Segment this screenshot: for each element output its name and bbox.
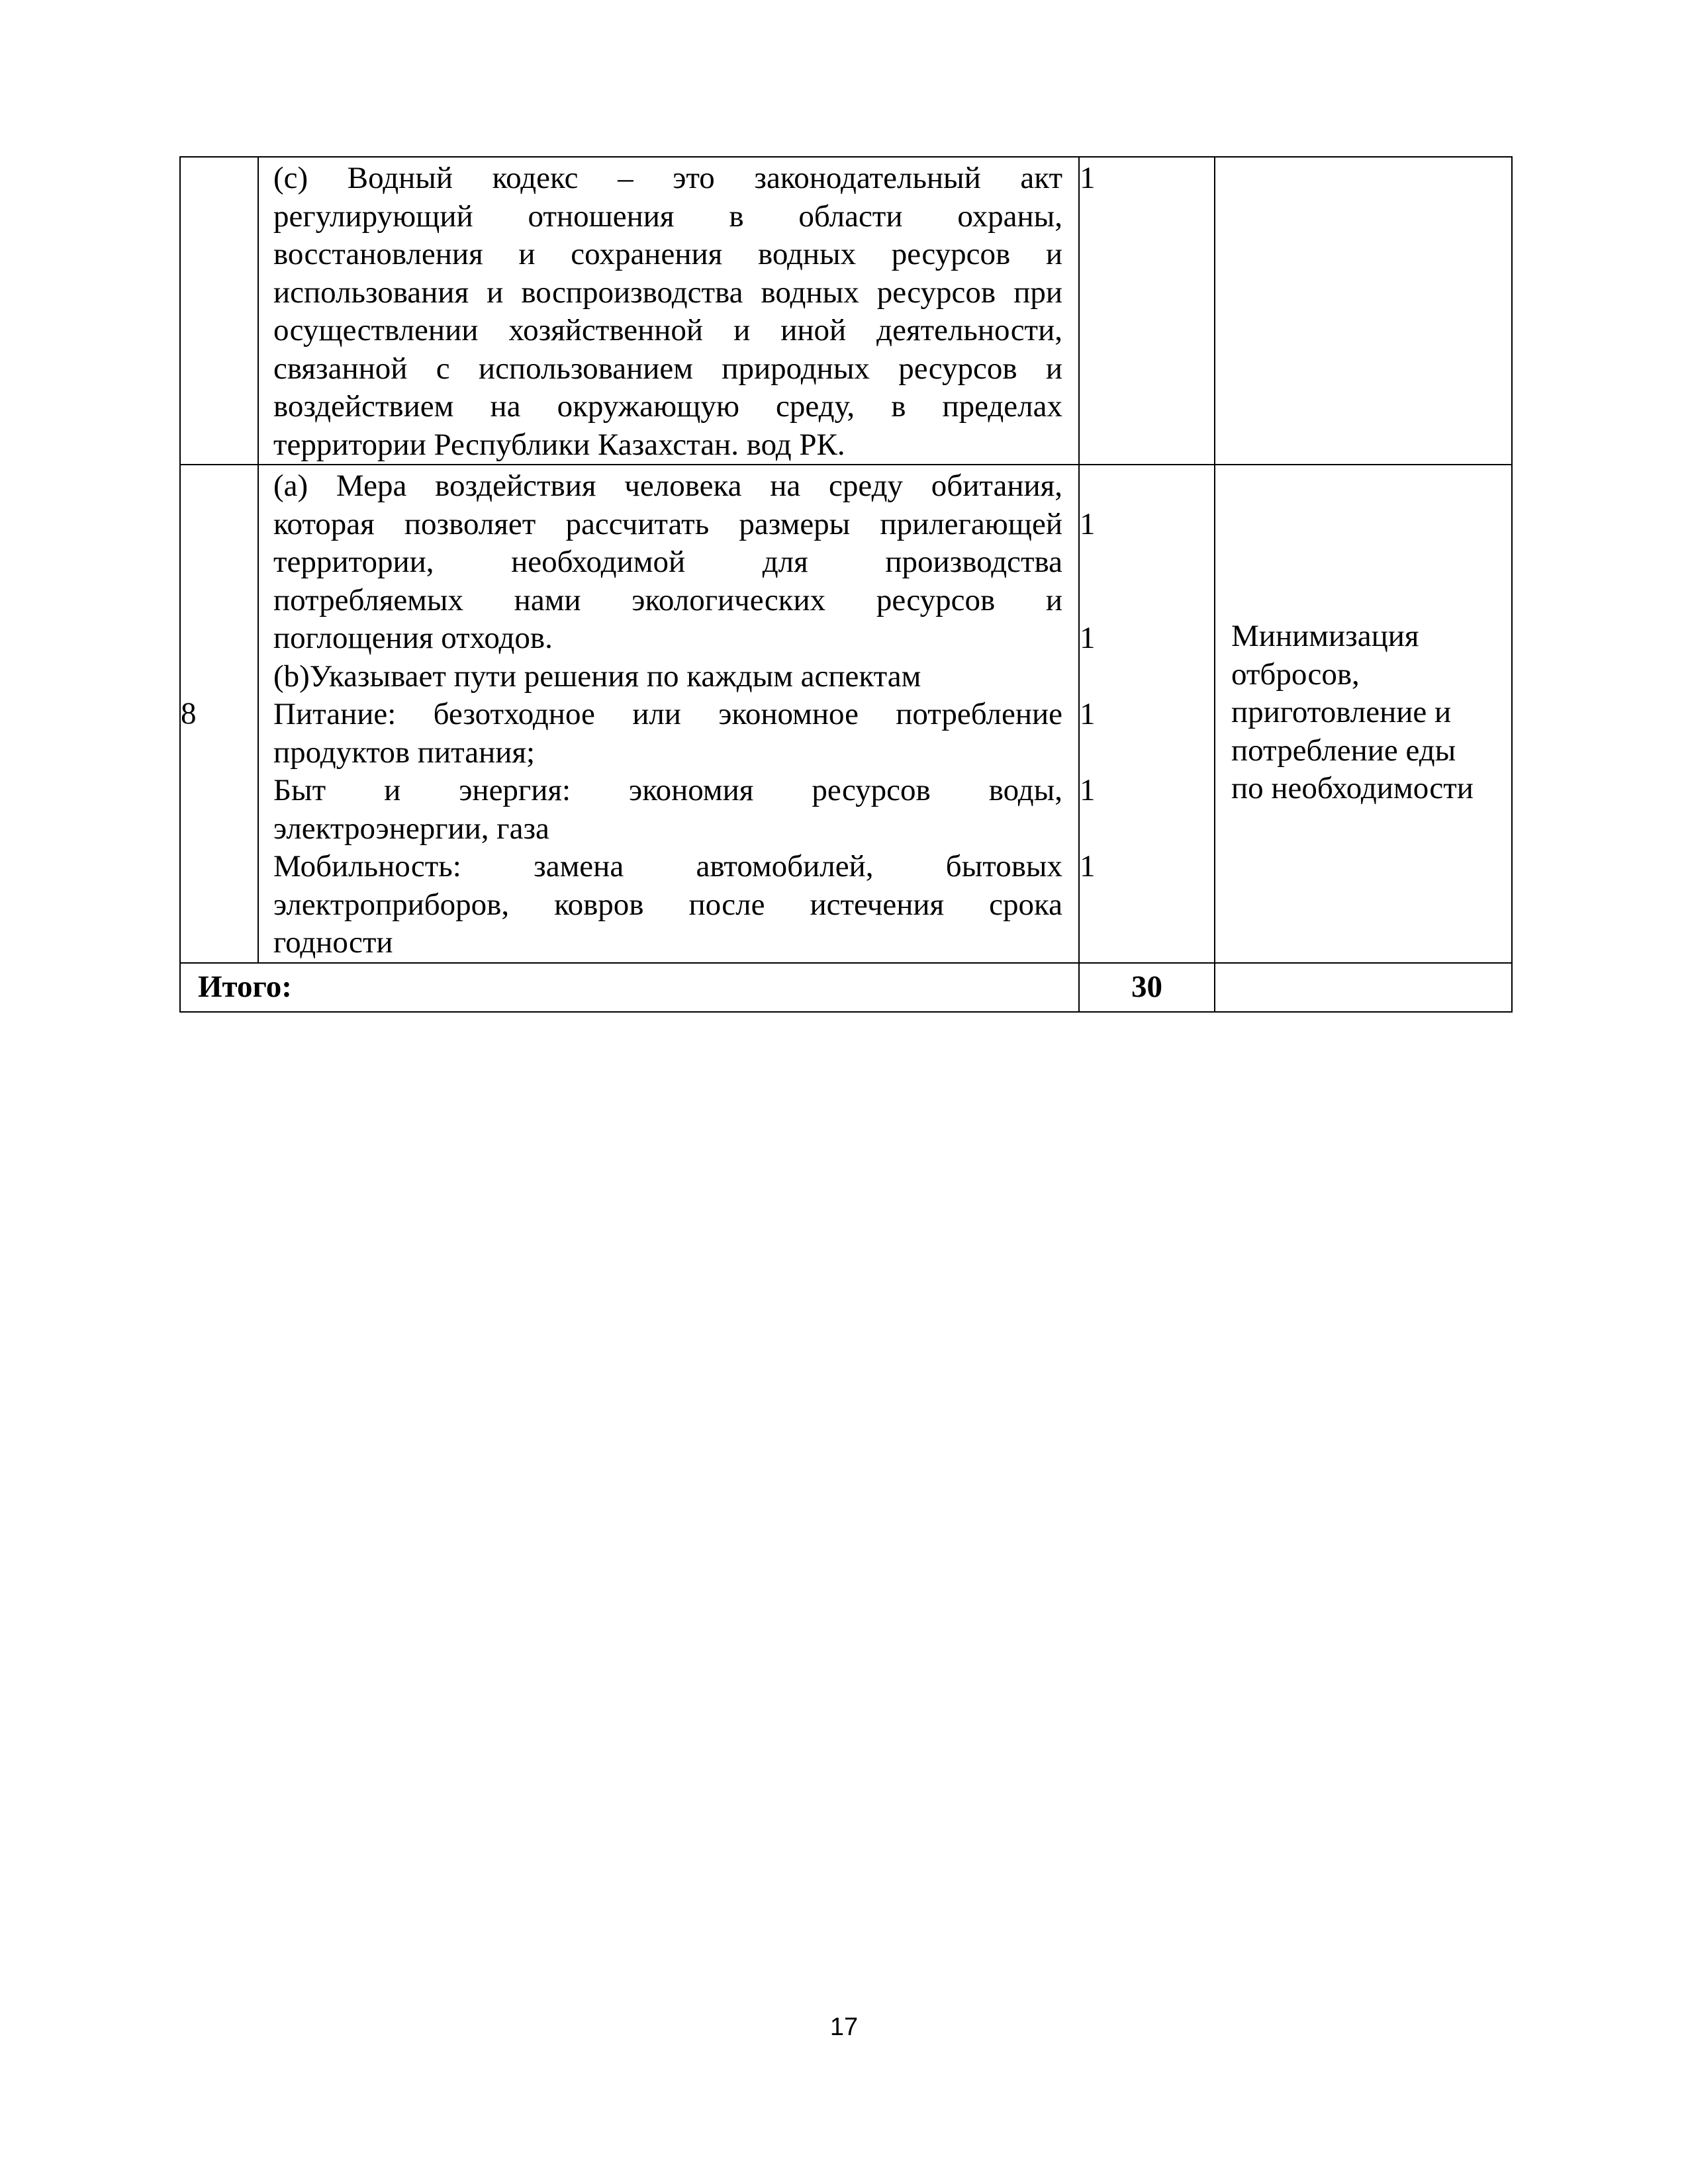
answer-line: (b)Указывает пути решения по каждым аспектам [273, 659, 921, 694]
note-line [1231, 504, 1503, 542]
note-line: приготовление и [1231, 695, 1452, 729]
question-number-cell: 8 [180, 465, 258, 963]
note-line [1231, 541, 1503, 580]
note-line [1231, 465, 1503, 504]
answer-line: Быт и энергия: экономия ресурсов воды, [273, 773, 1062, 807]
answer-line: восстановления и сохранения водных ресурсов и [273, 237, 1062, 271]
answer-line: (c) Водный кодекс – это законодательный акт [273, 161, 1062, 195]
note-line: отбросов, [1231, 657, 1360, 692]
note-line [1231, 580, 1503, 618]
answer-line: Мобильность: замена автомобилей, бытовых [273, 849, 1062, 884]
note-cell [1215, 465, 1512, 963]
score-value: 1 [1080, 161, 1096, 195]
answer-line: годности [273, 925, 393, 960]
score-value [1080, 467, 1214, 506]
answer-line: территории Республики Казахстан. вод РК. [273, 427, 845, 462]
answer-line: Питание: безотходное или экономное потребление [273, 697, 1062, 731]
score-value [1080, 582, 1214, 620]
score-value [1080, 734, 1214, 772]
grading-table [179, 156, 1513, 1013]
answer-text-cell [258, 157, 1079, 465]
score-value: 1 [1080, 849, 1096, 884]
answer-text-cell [258, 465, 1079, 963]
note-line: потребление еды [1231, 733, 1456, 768]
note-cell [1215, 157, 1512, 465]
answer-line: регулирующий отношения в области охраны, [273, 199, 1062, 234]
total-score: 30 [1079, 963, 1215, 1012]
answer-line: воздействием на окружающую среду, в пределах [273, 389, 1062, 424]
total-row [180, 963, 1512, 1012]
table-row [180, 157, 1512, 465]
score-value: 1 [1080, 773, 1096, 807]
score-cell [1079, 465, 1215, 963]
score-value [1080, 543, 1214, 582]
page-number: 17 [829, 2013, 859, 2041]
score-value: 1 [1080, 697, 1096, 731]
answer-line: использования и воспроизводства водных ресурсов при [273, 275, 1062, 310]
answer-line: (a) Мера воздействия человека на среду обитания, [273, 469, 1062, 503]
answer-line: потребляемых нами экологических ресурсов и [273, 582, 1062, 617]
answer-line: которая позволяет рассчитать размеры прилегающей [273, 506, 1062, 541]
answer-line: поглощения отходов. [273, 621, 553, 655]
total-note [1215, 963, 1512, 1012]
answer-line: территории, необходимой для производства [273, 545, 1062, 579]
answer-line: электроэнергии, газа [273, 811, 549, 846]
answer-line: осуществлении хозяйственной и иной деятельности, [273, 313, 1062, 347]
table-row [180, 465, 1512, 963]
question-number-cell [180, 157, 258, 465]
note-line: Минимизация [1231, 619, 1419, 653]
note-line: по необходимости [1231, 771, 1474, 805]
answer-line: электроприборов, ковров после истечения срока [273, 887, 1062, 922]
score-cell [1079, 157, 1215, 465]
answer-line: связанной с использованием природных ресурсов и [273, 351, 1062, 386]
score-value: 1 [1080, 506, 1096, 541]
score-value [1080, 810, 1214, 848]
total-label: Итого: [180, 963, 1079, 1012]
answer-line: продуктов питания; [273, 735, 536, 770]
score-value [1080, 658, 1214, 696]
score-value: 1 [1080, 621, 1096, 655]
